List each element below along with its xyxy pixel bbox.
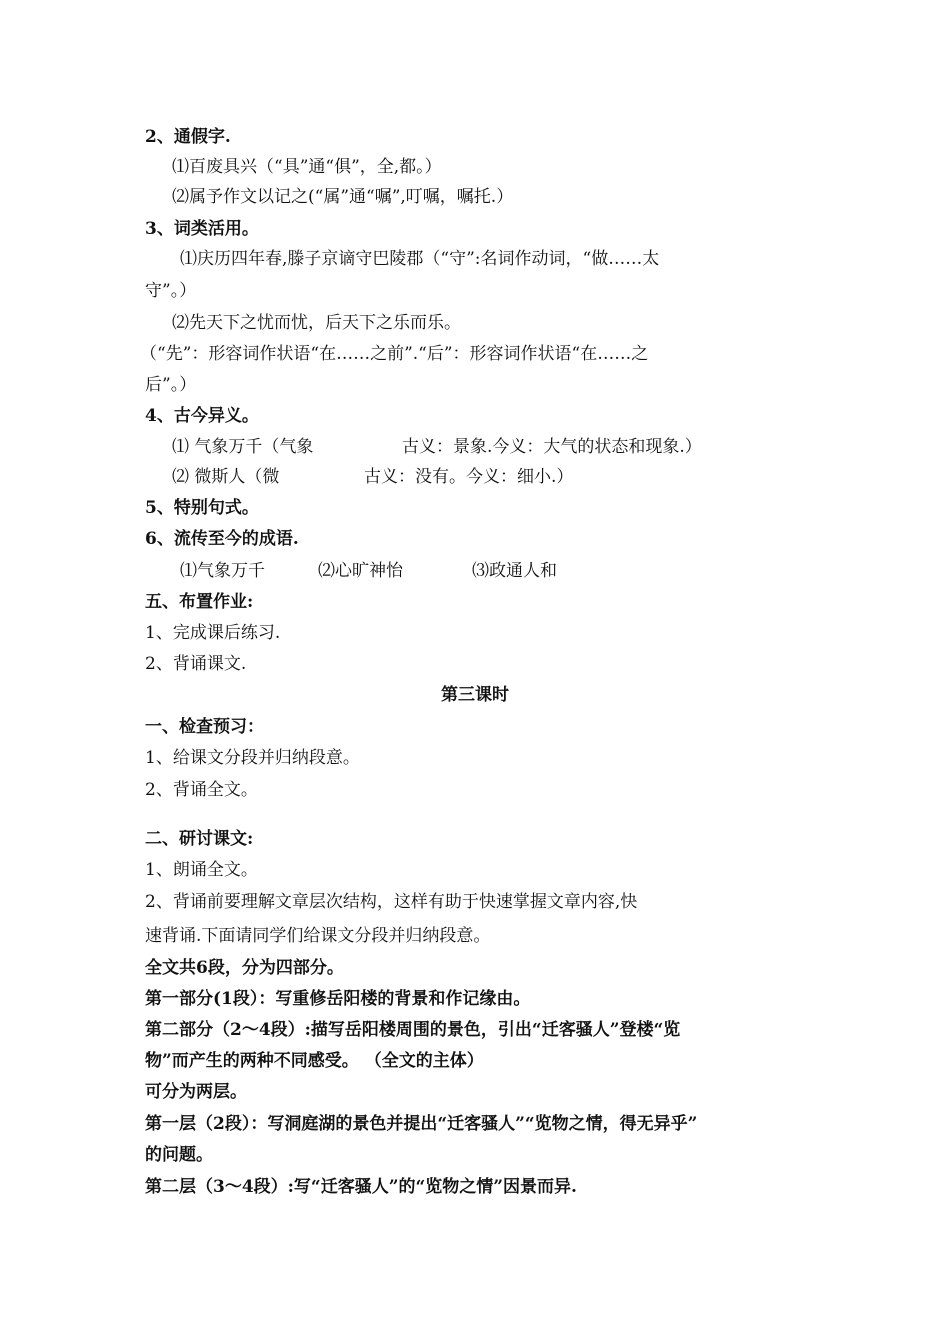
item-gujin-1-meaning: 古义：景象.今义：大气的状态和现象.） (402, 437, 702, 457)
item-yantao-2: 2、背诵前要理解文章层次结构，这样有助于快速掌握文章内容,快 (145, 892, 638, 912)
item-yantao-1: 1、朗诵全文。 (145, 860, 258, 880)
part-two: 第二部分（2～4段）:描写岳阳楼周围的景色，引出“迁客骚人”登楼“览 (145, 1020, 681, 1040)
heading-yantao-kewen: 二、研讨课文: (145, 829, 254, 849)
item-tongjiazi-1: ⑴百废具兴（“具”通“俱”，全,都。） (172, 157, 442, 177)
heading-buzhi-zuoye: 五、布置作业: (145, 592, 254, 612)
item-cilei-2-note: （“先”：形容词作状语“在……之前”.“后”：形容词作状语“在……之 (140, 344, 649, 364)
item-yantao-2-cont: 速背诵.下面请同学们给课文分段并归纳段意。 (145, 926, 491, 946)
item-chengyu-2: ⑵心旷神怡 (318, 561, 403, 581)
heading-chengyu: 6、流传至今的成语. (145, 529, 299, 549)
item-chengyu-3: ⑶政通人和 (472, 561, 557, 581)
item-gujin-1-term: ⑴ 气象万千（气象 (172, 437, 314, 457)
heading-gujin-yiyi: 4、古今异义。 (145, 406, 259, 426)
item-zuoye-1: 1、完成课后练习. (145, 623, 281, 643)
section-title-third-lesson: 第三课时 (441, 685, 509, 705)
item-zuoye-2: 2、背诵课文. (145, 654, 247, 674)
layer-one: 第一层（2段）：写洞庭湖的景色并提出“迁客骚人”“览物之情，得无异乎” (145, 1114, 698, 1134)
item-cilei-2-note-cont: 后”。） (145, 375, 197, 395)
part-two-cont: 物”而产生的两种不同感受。 （全文的主体） (145, 1051, 484, 1071)
item-cilei-1: ⑴庆历四年春,滕子京谪守巴陵郡（“守”:名词作动词，“做……太 (180, 249, 660, 269)
summary-total: 全文共6段，分为四部分。 (145, 958, 344, 978)
item-chengyu-1: ⑴气象万千 (180, 561, 265, 581)
item-cilei-2: ⑵先天下之忧而忧，后天下之乐而乐。 (172, 313, 461, 333)
heading-cilei-huoyong: 3、词类活用。 (145, 219, 259, 239)
item-tongjiazi-2: ⑵属予作文以记之(“属”通“嘱”,叮嘱，嘱托.） (172, 187, 514, 207)
layer-two: 第二层（3～4段）:写“迁客骚人”的“览物之情”因景而异. (145, 1177, 577, 1197)
heading-teshu-jushi: 5、特别句式。 (145, 498, 259, 518)
heading-jiancha-yuxi: 一、检查预习： (145, 717, 264, 737)
item-gujin-2-term: ⑵ 微斯人（微 (172, 467, 280, 487)
heading-tongjiazi: 2、通假字. (145, 127, 231, 147)
item-yuxi-2: 2、背诵全文。 (145, 780, 258, 800)
item-gujin-2-meaning: 古义：没有。今义：细小.） (364, 467, 574, 487)
item-cilei-1-cont: 守”。） (145, 281, 197, 301)
part-one: 第一部分(1段）：写重修岳阳楼的背景和作记缘由。 (145, 989, 531, 1009)
item-yuxi-1: 1、给课文分段并归纳段意。 (145, 748, 360, 768)
layer-one-cont: 的问题。 (145, 1145, 213, 1165)
part-two-layers: 可分为两层。 (145, 1082, 247, 1102)
